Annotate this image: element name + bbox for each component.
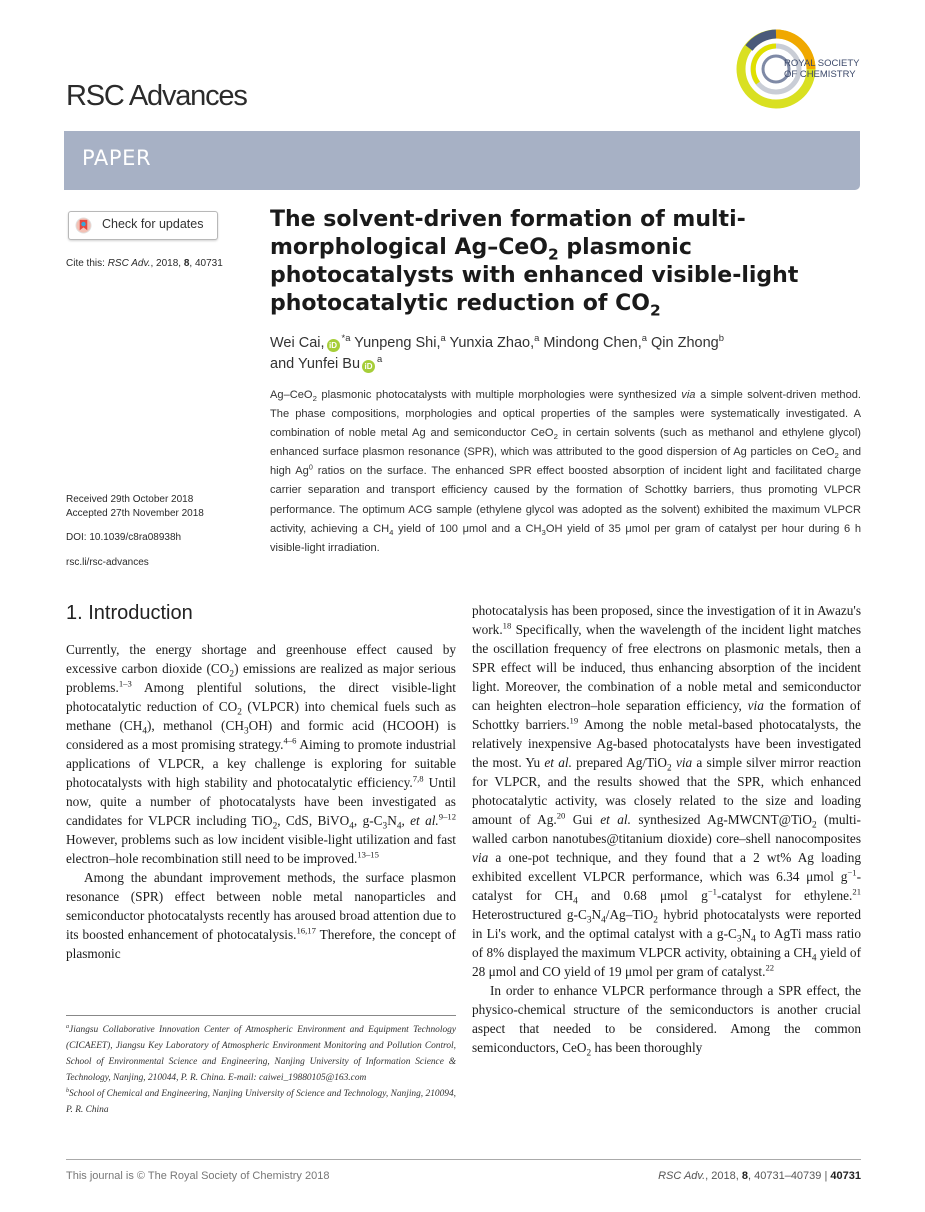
author-yunxia-zhao: Yunxia Zhao, <box>445 335 535 351</box>
cite-year: , 2018, <box>150 258 184 269</box>
abstract: Ag–CeO$_2$ plasmonic photocatalysts with multiple morphologies were synthesized via a simple solvent-driven method. The phase compositions, morphologies and optical properties of the samples were systematically investigated. A combination of noble metal Ag and semiconductor CeO$_2$ in certain solvents (such as methanol and ethylene glycol) enhanced surface plasmon resonance (SPR), which was attributed to the good dispersion of Ag particles on CeO$_2$ and high Ag$^0$ ratios on the surface. The enhanced SPR effect boosted absorption of incident light and facilitated charge carrier separation and transport efficiency caused by the formation of Schottky barriers, thus promoting VLPCR performance. The optimum ACG sample (ethylene glycol was adopted as the solvent) exhibited the maximum VLPCR activity, achieving a $CH_4$ yield of 100 μmol and a $CH_3OH$ yield of 35 μmol per gram of catalyst per hour during 6 h visible-light irradiation. <box>270 389 862 554</box>
section-label: PAPER <box>82 146 152 170</box>
journal-link[interactable]: rsc.li/rsc-advances <box>66 557 149 568</box>
doi[interactable]: DOI: 10.1039/c8ra08938h <box>66 532 182 543</box>
paragraph: Among the abundant improvement methods, the surface plasmon resonance (SPR) effect between noble metal nanoparticles and semiconductor photocatalysts recently has aroused broad attention due to its boosted enhancement of photocatalysis.$^{16,17}$ Therefore, the concept of plasmonic <box>66 870 456 961</box>
journal-name: RSC Advances <box>66 80 247 112</box>
paragraph: photocatalysis has been proposed, since the investigation of it in Awazu's work.$^{18}$ Specifically, when the wavelength of the incident light matches the oscillation frequency of free electrons on plasmonic metals, then a SPR effect will be induced, thus enhancing absorption of the incident light. Moreover, the combination of a noble metal and semiconductor can heighten electron–hole separation efficiency, via the formation of Schottky barriers.$^{19}$ Among the noble metal-based photocatalysts, the relatively inexpensive Ag-based photocatalysts have been investigated the most. Yu et al. prepared Ag/TiO$_2$ via a simple silver mirror reaction for VLPCR, and the results showed that the SPR, which enhanced photocatalytic activity, was closely related to the size and loading amount of Ag.$^{20}$ Gui et al. synthesized Ag-MWCNT@TiO$_2$ (multi-walled carbon nanotubes@titanium dioxide) core–shell nanocomposites via a one-pot technique, and they found that a 2 wt% Ag loading exhibited excellent VLPCR performance, which was 6.34 μmol $g^{-1}$-catalyst for $CH_4$ and 0.68 μmol $g^{-1}$-catalyst for ethylene.$^{21}$ Heterostructured $g-C_3N_4/Ag-TiO_2$ hybrid photocatalysts were reported in Li's work, and the optimal catalyst with a $g-C_3N_4$ to AgTi mass ratio of 8% displayed the maximum VLPCR activity, obtaining a $CH_4$ yield of 28 μmol and CO yield of 19 μmol per gram of catalyst.$^{22}$ <box>472 603 862 979</box>
paragraph: In order to enhance VLPCR performance through a SPR effect, the physico-chemical structure of the semiconductors is another crucial aspect that needed to be considered. Among the common semiconductors, CeO$_2$ has been thoroughly <box>472 983 861 1059</box>
citation <box>66 258 223 269</box>
copyright-notice: This journal is © The Royal Society of Chemistry 2018 <box>66 1170 330 1182</box>
paragraph: Currently, the energy shortage and greenhouse effect caused by excessive carbon dioxide $(CO_2)$ emissions are realized as major serious problems.$^{1-3}$ Among plentiful solutions, the direct visible-light photocatalytic reduction of $CO_2$ (VLPCR) into chemical fuels such as methane $(CH_4)$, methanol $(CH_3OH)$ and formic acid (HCOOH) is considered as a most promising strategy.$^{4-6}$ Aiming to promote industrial applications of VLPCR, a key challenge is exploring for suitable photocatalysts with high stability and photocatalytic efficiency.$^{7,8}$ Until now, quite a number of photocatalysts have been investigated as candidates for VLPCR including TiO$_2$, CdS, BiVO$_4$, $g-C_3N_4$, et al.$^{9-12}$ However, problems such as low incident visible-light utilization and fast electron–hole recombination still need to be improved.$^{13-15}$ <box>66 642 457 866</box>
author-mindong-chen: Mindong Chen, <box>539 335 642 351</box>
section-heading-introduction: 1. Introduction <box>66 602 193 624</box>
author-qin-zhong: Qin Zhong <box>646 335 719 351</box>
footer-divider <box>66 1159 861 1160</box>
section-banner <box>64 131 860 190</box>
crossmark-icon <box>75 217 92 234</box>
article-title: The solvent-driven formation of multi-morphological Ag–CeO$_2$ plasmonic photocatalysts with enhanced visible-light photocatalytic reduction of $CO_2$ <box>270 207 799 320</box>
accepted-date: Accepted 27th November 2018 <box>66 508 204 519</box>
check-for-updates-button[interactable] <box>68 211 218 240</box>
royal-society-of-chemistry-logo[interactable] <box>735 20 875 120</box>
page-number: 40731 <box>830 1170 861 1182</box>
body-column-left <box>66 640 456 963</box>
affiliation-footnotes <box>66 1022 456 1118</box>
check-for-updates-label: Check for updates <box>102 217 204 231</box>
logo-text-line2: OF CHEMISTRY <box>784 69 856 80</box>
cite-prefix: Cite this: <box>66 258 108 269</box>
cite-pages: , 40731 <box>189 258 223 269</box>
footnote-divider <box>66 1015 456 1016</box>
author-yunpeng-shi: Yunpeng Shi, <box>350 335 441 351</box>
orcid-icon[interactable]: iD <box>327 339 340 352</box>
page-citation: RSC Adv., 2018, 8, 40731–40739 | 40731 <box>658 1170 861 1182</box>
received-date: Received 29th October 2018 <box>66 494 194 505</box>
author-list: Wei Cai, $iD^{*a}$ Yunpeng Shi,$^a$ Yunxia Zhao,$^a$ Mindong Chen,$^a$ Qin Zhong$^b$ and Yunfei Bu $iD^a$ <box>270 332 724 372</box>
footnote-b: $^b$School of Chemical and Engineering, Nanjing University of Science and Technology, Nanjing, 210094, P. R. China <box>66 1087 456 1115</box>
logo-text-line1: ROYAL SOCIETY <box>784 58 860 69</box>
author-yunfei-bu: and Yunfei Bu <box>270 356 361 372</box>
body-column-right <box>472 601 861 1057</box>
footnote-a: $^a$Jiangsu Collaborative Innovation Center of Atmospheric Environment and Equipment Technology (CICAEET), Jiangsu Key Laboratory of Atmospheric Environment Monitoring and Pollution Control, School of Environmental Science and Engineering, Nanjing University of Information Science & Technology, Nanjing, 210044, P. R. China. E-mail: caiwei_19880105@163.com <box>66 1023 456 1083</box>
cite-volume: 8 <box>183 258 190 269</box>
cite-journal: RSC Adv. <box>107 258 151 269</box>
orcid-icon[interactable]: iD <box>362 360 375 373</box>
author-wei-cai[interactable]: Wei Cai, <box>270 335 325 351</box>
